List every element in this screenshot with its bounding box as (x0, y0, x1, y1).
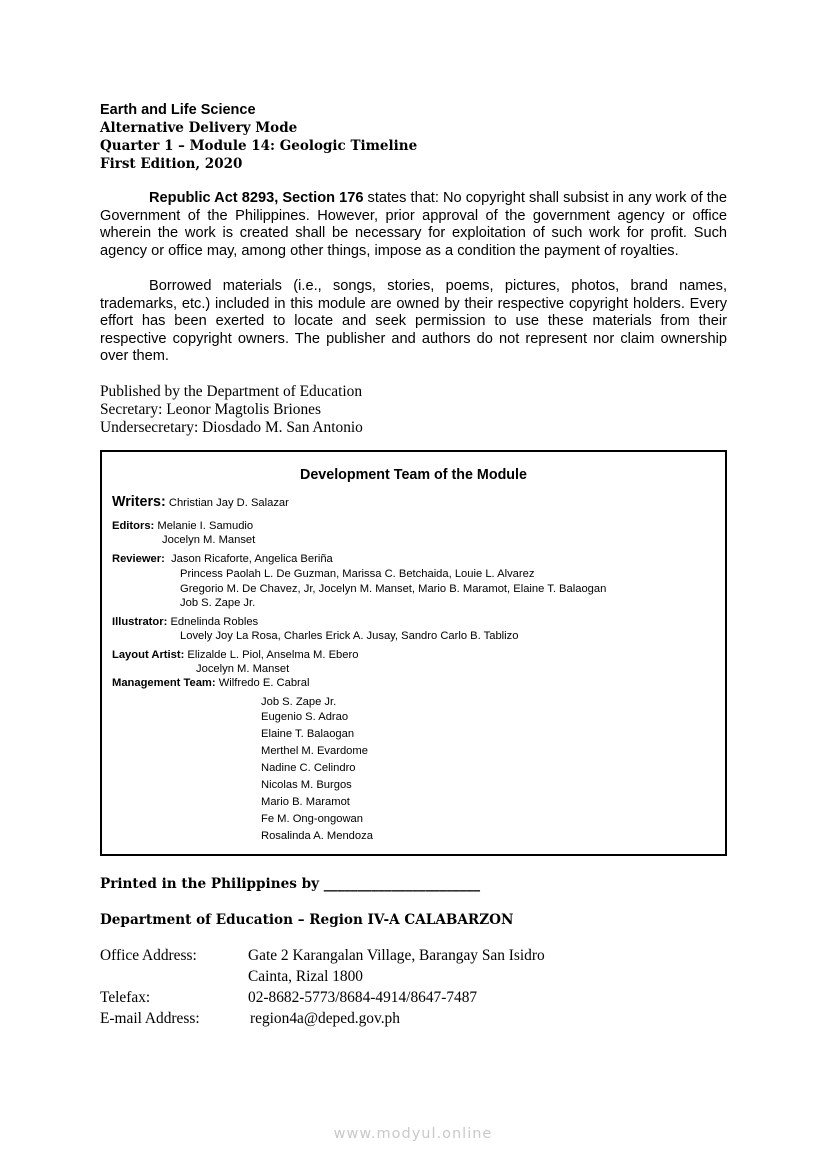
reviewer-names: Job S. Zape Jr. (180, 597, 256, 609)
team-title: Development Team of the Module (300, 467, 527, 483)
management-name: Mario B. Maramot (261, 796, 350, 808)
layout-artist-row (112, 648, 358, 662)
editors-row (112, 519, 253, 533)
secretary: Secretary: Leonor Magtolis Briones (100, 401, 321, 419)
law-reference: Republic Act 8293, Section 176 (149, 190, 364, 206)
subject-title: Earth and Life Science (100, 102, 256, 118)
published-by: Published by the Department of Education (100, 383, 363, 400)
office-address-line2: Cainta, Rizal 1800 (248, 968, 363, 985)
reviewer-label: Reviewer: (112, 553, 165, 565)
management-name: Nadine C. Celindro (261, 762, 356, 774)
management-name: Fe M. Ong-ongowan (261, 813, 363, 825)
development-team-box (100, 450, 727, 856)
region-title: Department of Education – Region IV-A CALABARZON (100, 912, 514, 928)
borrowed-materials-paragraph: Borrowed materials (i.e., songs, stories, poems, pictures, photos, brand names, trademarks, etc.) included in this module are owned by their respective copyright holders. Every effort has been exerted to locate and seek permission to use these materials from their respective copyright owners. The publisher and authors do not represent nor claim ownership over them. (100, 278, 727, 365)
email-label: E-mail Address: (100, 1010, 200, 1027)
delivery-mode: Alternative Delivery Mode (100, 120, 298, 136)
reviewer-names: Jason Ricaforte, Angelica Beriña (171, 553, 333, 565)
publisher-block (100, 383, 363, 438)
module-title: Quarter 1 – Module 14: Geologic Timeline (100, 138, 418, 154)
illustrator-names: Ednelinda Robles (170, 616, 259, 628)
illustrator-label: Illustrator: (112, 616, 168, 628)
management-name: Merthel M. Evardome (261, 745, 368, 757)
module-header (100, 101, 417, 173)
management-name: Wilfredo E. Cabral (218, 677, 310, 689)
writers-label: Writers: (112, 494, 166, 510)
management-label: Management Team: (112, 677, 216, 689)
writer-name: Christian Jay D. Salazar (168, 497, 289, 509)
management-name: Job S. Zape Jr. (261, 696, 337, 708)
editor-name: Melanie I. Samudio (157, 520, 254, 532)
editors-label: Editors: (112, 520, 155, 532)
management-name: Rosalinda A. Mendoza (261, 830, 373, 842)
telefax-value: 02-8682-5773/8684-4914/8647-7487 (248, 989, 478, 1006)
management-name: Nicolas M. Burgos (261, 779, 352, 791)
email-value: region4a@deped.gov.ph (250, 1010, 400, 1027)
writers-row (112, 495, 289, 510)
management-name: Elaine T. Balaogan (261, 728, 355, 740)
telefax-label: Telefax: (100, 989, 151, 1006)
editor-name: Jocelyn M. Manset (162, 534, 256, 546)
undersecretary: Undersecretary: Diosdado M. San Antonio (100, 419, 363, 437)
copyright-text: states that: No copyright shall subsist in any work of the Government of the Philippines. However, prior approval of the government agency or office wherein the work is created shall be necessary for exploitation of such work for profit. Such agency or office may, among other things, impose as a condition the payment of royalties. (100, 190, 727, 259)
layout-artist-label: Layout Artist: (112, 649, 185, 661)
reviewer-row (112, 552, 333, 566)
illustrator-row (112, 615, 258, 629)
office-address-line1: Gate 2 Karangalan Village, Barangay San Isidro (248, 947, 545, 964)
layout-artist-names: Elizalde L. Piol, Anselma M. Ebero (187, 649, 359, 661)
management-row (112, 676, 310, 690)
copyright-paragraph (100, 190, 727, 260)
reviewer-names: Princess Paolah L. De Guzman, Marissa C. Betchaida, Louie L. Alvarez (180, 568, 535, 580)
reviewer-names: Gregorio M. De Chavez, Jr, Jocelyn M. Manset, Mario B. Maramot, Elaine T. Balaogan (180, 583, 607, 595)
layout-artist-names: Jocelyn M. Manset (196, 663, 290, 675)
illustrator-names: Lovely Joy La Rosa, Charles Erick A. Jusay, Sandro Carlo B. Tablizo (180, 630, 519, 642)
printed-by: Printed in the Philippines by _______________________ (100, 876, 481, 892)
management-name: Eugenio S. Adrao (261, 711, 349, 723)
watermark: www.modyul.online (333, 1126, 493, 1142)
edition: First Edition, 2020 (100, 156, 243, 172)
office-address-label: Office Address: (100, 947, 197, 964)
